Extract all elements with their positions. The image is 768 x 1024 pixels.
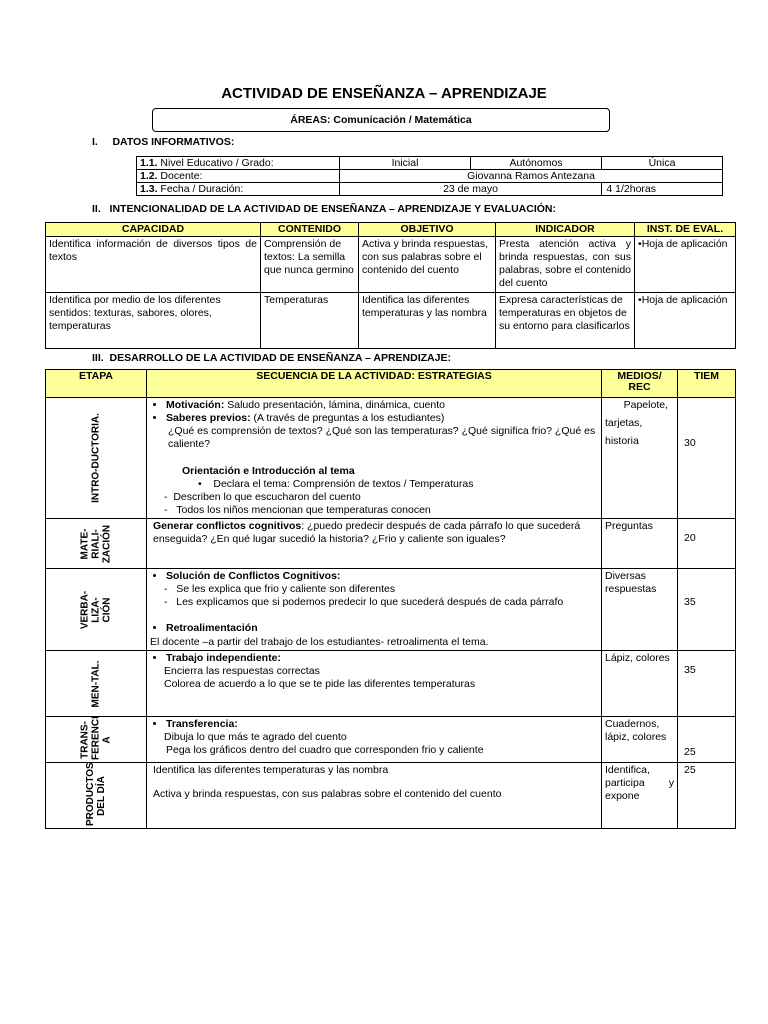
section-intencionalidad xyxy=(92,203,556,216)
list-item: - Se les explica que frio y caliente son diferentes xyxy=(164,583,396,596)
capacidad-cell: Identifica por medio de los diferentes sentidos: texturas, sabores, olores, temperaturas xyxy=(46,292,261,348)
table-row xyxy=(46,519,736,569)
column-header: INDICADOR xyxy=(496,223,635,237)
column-header: OBJETIVO xyxy=(359,223,496,237)
objetivo-cell: Activa y brinda respuestas, con sus palabras sobre el contenido del cuento xyxy=(359,237,496,293)
tiempo-cell: 35 xyxy=(678,569,736,651)
capacidad-cell: Identifica información de diversos tipos de textos xyxy=(46,237,261,293)
tiempo-cell: 25 xyxy=(678,763,736,829)
list-item: Colorea de acuerdo a lo que se te pide las diferentes temperaturas xyxy=(164,678,476,691)
medios-cell: Cuadernos, lápiz, colores xyxy=(602,717,678,763)
tiempo-cell: 30 xyxy=(678,398,736,519)
column-header: CAPACIDAD xyxy=(46,223,261,237)
objetivo-cell: Identifica las diferentes temperaturas y las nombra xyxy=(359,292,496,348)
section-number: III. xyxy=(92,352,104,364)
list-item: - Todos los niños mencionan que temperaturas conocen xyxy=(164,503,431,516)
section-number: II. xyxy=(92,203,101,215)
areas-box: ÁREAS: Comunicación / Matemática xyxy=(152,108,610,132)
table-row xyxy=(46,292,736,348)
indicador-cell: Presta atención activa y brinda respuestas, con sus palabras, sobre el contenido del cuento xyxy=(496,237,635,293)
list-item: - Les explicamos que si podemos predecir lo que sucederá después de cada párrafo xyxy=(164,596,564,609)
column-header: INST. DE EVAL. xyxy=(635,223,736,237)
list-item: • Transferencia: xyxy=(166,718,598,731)
datos-label: 1.2. Docente: xyxy=(137,170,340,183)
datos-cell: 4 1/2horas xyxy=(602,183,723,196)
secuencia-cell xyxy=(147,569,602,651)
table-row xyxy=(46,569,736,651)
datos-label: 1.3. Fecha / Duración: xyxy=(137,183,340,196)
etapa-cell: MATE-RIALI-ZACIÓN xyxy=(46,519,147,569)
etapa-cell: INTRO-DUCTORIA. xyxy=(46,398,147,519)
tiempo-cell: 20 xyxy=(678,519,736,569)
column-header: CONTENIDO xyxy=(261,223,359,237)
medios-cell: Lápiz, colores xyxy=(602,651,678,717)
secuencia-cell xyxy=(147,398,602,519)
medios-cell: Identifica, participa y expone xyxy=(602,763,678,829)
contenido-cell: Comprensión de textos: La semilla que nunca germino xyxy=(261,237,359,293)
medios-cell: Diversas respuestas xyxy=(602,569,678,651)
tiempo-cell: 35 xyxy=(678,651,736,717)
medios-cell: Papelote, tarjetas, historia xyxy=(602,398,678,519)
section-number: I. xyxy=(92,136,98,148)
table-row xyxy=(46,398,736,519)
list-item: • Retroalimentación xyxy=(166,622,598,635)
column-header: SECUENCIA DE LA ACTIVIDAD: ESTRATEGIAS xyxy=(147,370,602,398)
section-datos-informativos xyxy=(92,136,234,149)
list-item: • Declara el tema: Comprensión de textos / Temperaturas xyxy=(198,477,474,490)
intencionalidad-table xyxy=(45,222,736,349)
inst-cell: •Hoja de aplicación xyxy=(635,237,736,293)
table-row xyxy=(46,717,736,763)
etapa-cell: MEN-TAL. xyxy=(46,651,147,717)
datos-cell: Autónomos xyxy=(471,157,602,170)
table-row xyxy=(46,651,736,717)
section-desarrollo xyxy=(92,352,451,365)
inst-cell: •Hoja de aplicación xyxy=(635,292,736,348)
secuencia-cell xyxy=(147,763,602,829)
list-item: • Trabajo independiente: xyxy=(166,652,598,665)
list-item: Encierra las respuestas correctas xyxy=(164,665,320,678)
list-item: • Saberes previos: (A través de preguntas a los estudiantes) xyxy=(166,412,598,425)
section-title: DESARROLLO DE LA ACTIVIDAD DE ENSEÑANZA – APRENDIZAJE: xyxy=(109,352,451,364)
datos-cell: Inicial xyxy=(340,157,471,170)
etapa-cell: VERBA-LIZA-CIÓN xyxy=(46,569,147,651)
section-title: DATOS INFORMATIVOS: xyxy=(112,136,235,148)
page-title: ACTIVIDAD DE ENSEÑANZA – APRENDIZAJE xyxy=(221,85,547,102)
list-item: Dibuja lo que más te agrado del cuento xyxy=(164,731,347,744)
etapa-cell: PRODUCTOS DEL DÍA xyxy=(46,763,147,829)
datos-table xyxy=(136,156,723,196)
desarrollo-table xyxy=(45,369,736,829)
producto-item: Activa y brinda respuestas, con sus palabras sobre el contenido del cuento xyxy=(153,788,502,801)
list-item: - Describen lo que escucharon del cuento xyxy=(164,490,361,503)
orientacion-title: Orientación e Introducción al tema xyxy=(182,464,355,477)
preguntas-text: ¿Qué es comprensión de textos? ¿Qué son las temperaturas? ¿Qué significa frio? ¿Qué es caliente? xyxy=(168,425,596,451)
list-item: • Motivación: Saludo presentación, lámina, dinámica, cuento xyxy=(166,399,598,412)
column-header: MEDIOS/ REC xyxy=(602,370,678,398)
datos-cell: Única xyxy=(602,157,723,170)
table-row xyxy=(46,763,736,829)
list-item: Pega los gráficos dentro del cuadro que corresponden frio y caliente xyxy=(166,744,484,757)
section-title: INTENCIONALIDAD DE LA ACTIVIDAD DE ENSEÑANZA – APRENDIZAJE Y EVALUACIÓN: xyxy=(109,203,557,215)
list-item: • Solución de Conflictos Cognitivos: xyxy=(166,570,598,583)
table-header-row xyxy=(46,370,736,398)
secuencia-cell xyxy=(147,717,602,763)
etapa-cell: TRANS-FERENCI A xyxy=(46,717,147,763)
table-row xyxy=(137,157,723,170)
docente-name: Giovanna Ramos Antezana xyxy=(340,170,723,183)
column-header: TIEM xyxy=(678,370,736,398)
datos-label: 1.1. Nivel Educativo / Grado: xyxy=(137,157,340,170)
indicador-cell: Expresa características de temperaturas en objetos de su entorno para clasificarlos xyxy=(496,292,635,348)
table-row xyxy=(46,237,736,293)
table-row xyxy=(137,183,723,196)
medios-cell: Preguntas xyxy=(602,519,678,569)
table-row xyxy=(137,170,723,183)
secuencia-cell xyxy=(147,651,602,717)
contenido-cell: Temperaturas xyxy=(261,292,359,348)
secuencia-cell: Generar conflictos cognitivos: ¿puedo predecir después de cada párrafo lo que sucederá enseguida? ¿En qué lugar sucedió la historia? ¿Frio y caliente son iguales? xyxy=(147,519,602,569)
datos-cell: 23 de mayo xyxy=(340,183,602,196)
table-header-row xyxy=(46,223,736,237)
retro-text: El docente –a partir del trabajo de los estudiantes- retroalimenta el tema. xyxy=(150,635,489,648)
producto-item: Identifica las diferentes temperaturas y las nombra xyxy=(153,764,389,776)
column-header: ETAPA xyxy=(46,370,147,398)
tiempo-cell: 25 xyxy=(678,717,736,763)
